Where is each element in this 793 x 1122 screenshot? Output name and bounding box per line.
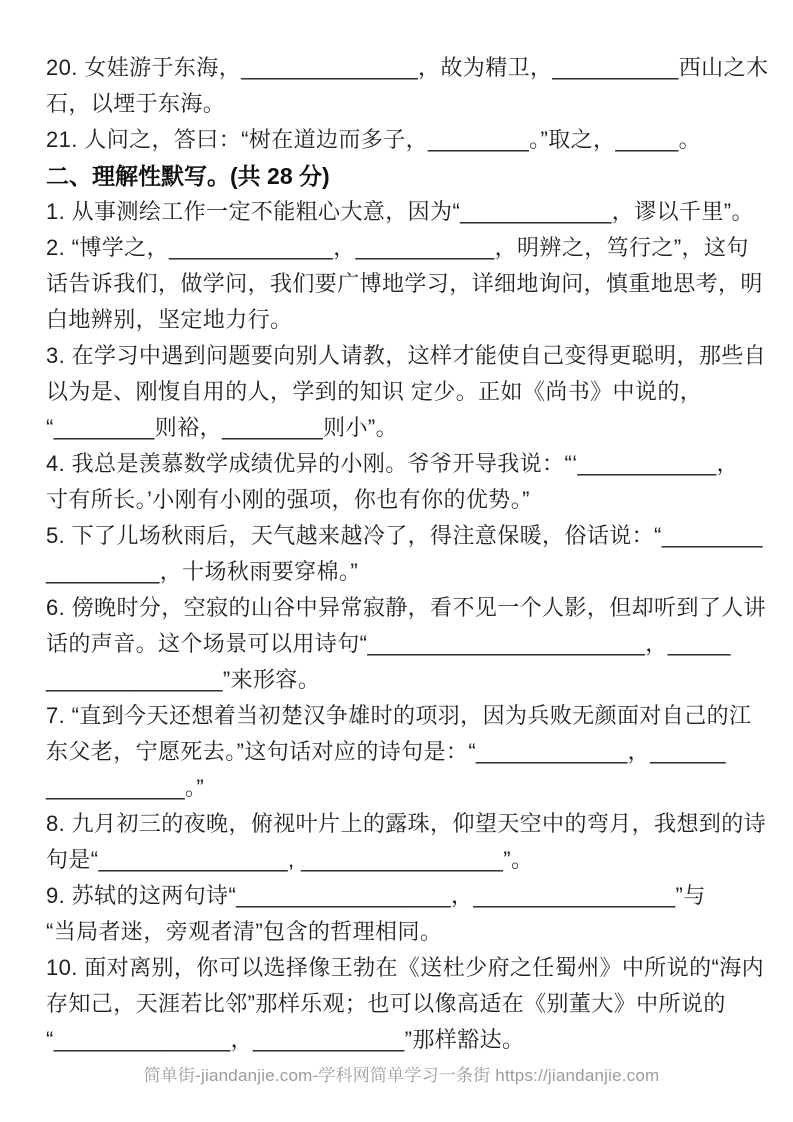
question-7-line: 东父老，宁愿死去。”这句话对应的诗句是：“____________，______ [46,739,726,764]
question-6-line: 6. 傍晚时分，空寂的山谷中异常寂静，看不见一个人影，但却听到了人讲 [46,595,767,620]
question-3-line: 3. 在学习中遇到问题要向别人请教，这样才能使自己变得更聪明，那些自 [46,343,767,368]
question-20-line: 石，以堙于东海。 [46,91,226,116]
question-20-line: 20. 女娃游于东海，______________，故为精卫，__________西山之木 [46,55,769,80]
question-10-line: 存知己，天涯若比邻”那样乐观；也可以像高适在《别董大》中所说的 [46,991,726,1016]
question-9-line: “当局者迷，旁观者清”包含的哲理相同。 [46,919,443,944]
question-4-line: 4. 我总是羡慕数学成绩优异的小刚。爷爷开导我说：“‘___________， [46,451,739,476]
section-heading: 二、理解性默写。(共 28 分) [46,163,330,189]
section-comprehension-questions [46,194,767,1058]
question-6-line: 话的声音。这个场景可以用诗句“______________________，_____ [46,631,731,656]
question-2-line: 话告诉我们，做学问，我们要广博地学习，详细地询问，慎重地思考，明 [46,271,763,296]
footer-watermark: 简单街-jiandanjie.com-学科网简单学习一条街 https://jiandanjie.com [143,1066,660,1085]
question-7-line: 7. “直到今天还想着当初楚汉争雄时的项羽，因为兵败无颜面对自己的江 [46,703,752,728]
question-2-line: 2. “博学之，_____________，___________，明辨之，笃行之”，这句 [46,235,749,260]
question-10-line: “______________，____________”那样豁达。 [46,1027,525,1052]
question-5-line: 5. 下了儿场秋雨后，天气越来越冷了，得注意保暖，俗话说：“________ [46,523,763,548]
section-dictation-questions [46,50,769,158]
question-7-line: ___________。” [46,775,205,800]
question-5-line: _________，十场秋雨要穿棉。” [46,559,359,584]
question-4-line: 寸有所长。’小刚有小刚的强项，你也有你的优势。” [46,487,530,512]
question-3-line: “________则裕，________则小”。 [46,415,399,440]
question-2-line: 白地辨别，坚定地力行。 [46,307,293,332]
question-1-line: 1. 从事测绘工作一定不能粗心大意，因为“____________，谬以千里”。 [46,199,754,224]
question-21-line: 21. 人问之，答曰：“树在道边而多子，________。”取之，_____。 [46,127,702,152]
question-10-line: 10. 面对离别，你可以选择像王勃在《送杜少府之任蜀州》中所说的“海内 [46,955,765,980]
question-6-line: ______________”来形容。 [46,667,321,692]
question-3-line: 以为是、刚愎自用的人，学到的知识 定少。正如《尚书》中说的， [46,379,703,404]
question-8-line: 8. 九月初三的夜晚，俯视叶片上的露珠，仰望天空中的弯月，我想到的诗 [46,811,767,836]
question-8-line: 句是“_______________, ________________”。 [46,847,534,872]
question-9-line: 9. 苏轼的这两句诗“_________________，________________”与 [46,883,706,908]
